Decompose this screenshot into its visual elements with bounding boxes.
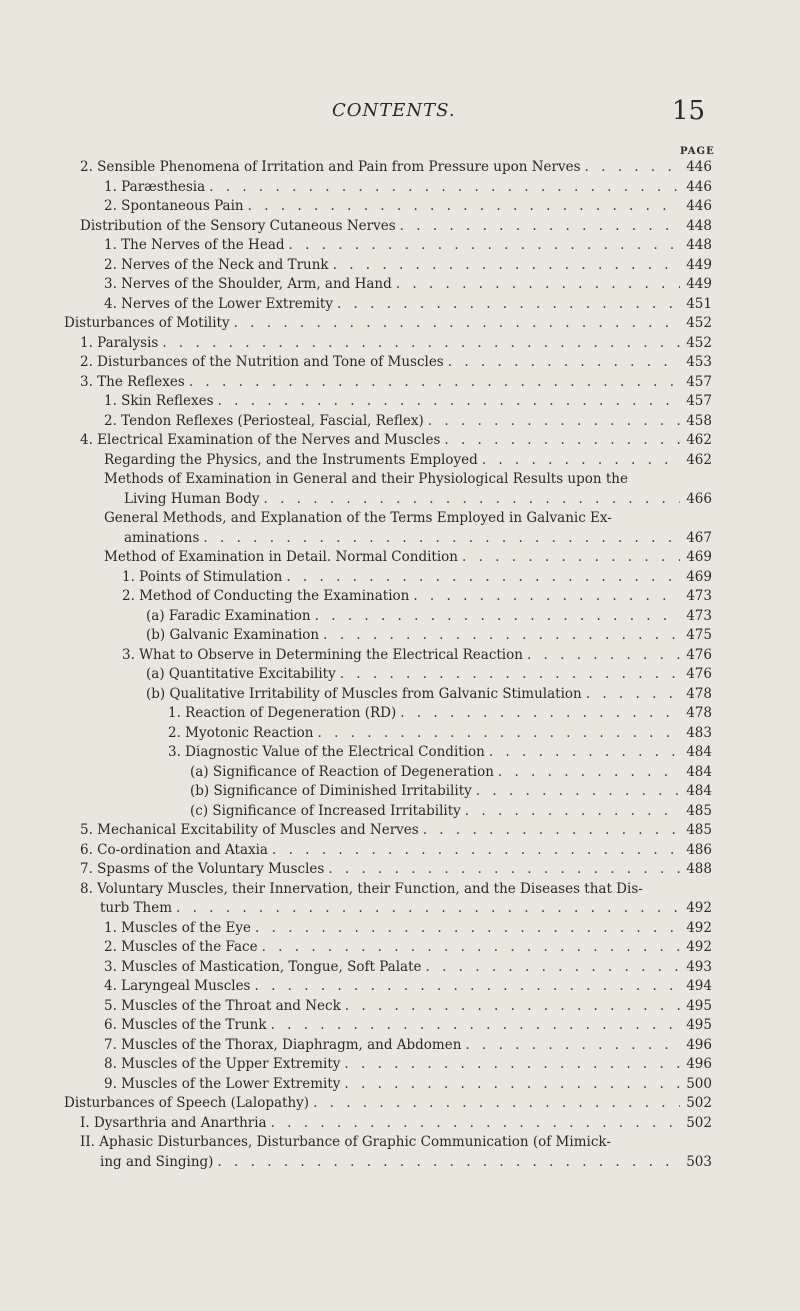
toc-entry-page: 452 [686,315,712,331]
toc-entry-text: (a) Quantitative Excitability [146,666,336,682]
toc-entry-text: 2. Disturbances of the Nutrition and Tone of Muscles [80,354,444,370]
dot-leader [315,607,681,627]
dot-leader [498,763,680,783]
toc-entry-text: 4. Laryngeal Muscles [104,978,251,994]
toc-entry-text: 3. What to Observe in Determining the Electrical Reaction [122,646,523,663]
toc-entry-page: 496 [686,1036,712,1053]
toc-entry-page: 496 [686,1056,712,1072]
toc-entry-page: 488 [686,861,712,877]
dot-leader [345,997,680,1017]
toc-entry [64,392,712,412]
toc-entry-text: Disturbances of Motility [64,315,230,331]
toc-entry-text: (b) Significance of Diminished Irritability [190,783,472,799]
toc-entry [64,236,712,256]
toc-entry-text-continued: aminations [124,529,200,546]
toc-entry-text: (c) Significance of Increased Irritability [190,802,461,819]
toc-entry-text: 6. Muscles of the Trunk [104,1017,267,1033]
toc-entry [64,470,712,509]
toc-entry [64,1094,712,1114]
toc-entry-text: Distribution of the Sensory Cutaneous Nerves [80,217,396,234]
toc-entry-page: 473 [686,588,712,604]
toc-entry [64,548,712,568]
toc-entry [64,334,712,354]
dot-leader [465,802,680,822]
toc-entry-page: 502 [686,1095,712,1111]
toc-entry-page: 485 [686,802,712,819]
toc-entry [64,353,712,373]
dot-leader [444,431,680,451]
toc-entry-text: 1. Paralysis [80,334,159,351]
toc-entry-page: 492 [686,939,712,955]
toc-entry-text: I. Dysarthria and Anarthria [80,1114,267,1131]
dot-leader [234,314,681,334]
toc-entry-text: 1. Paræsthesia [104,178,206,195]
toc-entry-page: 503 [686,1153,712,1170]
dot-leader [476,782,680,802]
toc-entry [64,802,712,822]
toc-entry-text: Regarding the Physics, and the Instruments Employed [104,451,478,468]
toc-entry-page: 476 [686,666,712,682]
toc-entry-page: 473 [686,607,712,624]
toc-entry [64,646,712,666]
toc-entry [64,958,712,978]
dot-leader [313,1094,680,1114]
toc-entry [64,587,712,607]
toc-entry-text: 1. Points of Stimulation [122,568,283,585]
toc-entry-page: 502 [686,1114,712,1131]
dot-leader [255,919,680,939]
toc-entry [64,626,712,646]
dot-leader [396,275,680,295]
toc-entry-page: 485 [686,822,712,838]
toc-entry [64,919,712,939]
toc-entry-text: 3. Diagnostic Value of the Electrical Condition [168,744,485,760]
dot-leader [328,860,680,880]
toc-entry [64,880,712,919]
toc-entry [64,1114,712,1134]
toc-entry [64,763,712,783]
dot-leader [428,412,680,432]
toc-entry [64,373,712,393]
toc-entry [64,607,712,627]
toc-entry [64,724,712,744]
dot-leader [323,626,680,646]
toc-entry-page: 449 [686,276,712,292]
dot-leader [289,236,681,256]
toc-entry-text: Methods of Examination in General and their Physiological Results upon the [104,471,628,487]
dot-leader [423,821,681,841]
dot-leader [209,178,680,198]
dot-leader [426,958,681,978]
table-of-contents [64,158,712,1172]
toc-entry-text: (a) Faradic Examination [146,607,311,624]
dot-leader [333,256,681,276]
dot-leader [255,977,681,997]
dot-leader [585,158,681,178]
toc-entry-text: 2. Tendon Reflexes (Periosteal, Fascial, Reflex) [104,412,424,429]
dot-leader [448,353,680,373]
toc-entry-text: Method of Examination in Detail. Normal Condition [104,549,458,565]
page-column-label: PAGE [680,146,715,157]
dot-leader [344,1075,680,1095]
dot-leader [189,373,680,393]
dot-leader [176,899,680,919]
toc-entry [64,451,712,471]
toc-entry-page: 457 [686,373,712,390]
dot-leader [462,548,680,568]
toc-entry-text-continued: turb Them [100,900,172,916]
toc-entry [64,665,712,685]
toc-entry [64,997,712,1017]
toc-entry-text: 5. Mechanical Excitability of Muscles and Nerves [80,822,419,838]
toc-entry-page: 475 [686,627,712,643]
toc-entry [64,685,712,705]
toc-entry-page: 458 [686,412,712,429]
toc-entry-text: 4. Nerves of the Lower Extremity [104,295,333,312]
toc-entry-text-continued: ing and Singing) [100,1153,214,1170]
dot-leader [400,217,681,237]
toc-entry-text: 1. Muscles of the Eye [104,919,251,936]
dot-leader [272,841,680,861]
toc-entry [64,568,712,588]
dot-leader [318,724,681,744]
toc-entry-text: (b) Galvanic Examination [146,627,320,643]
toc-entry-text: 2. Method of Conducting the Examination [122,588,410,604]
toc-entry-text: 8. Muscles of the Upper Extremity [104,1056,341,1072]
toc-entry-page: 451 [686,295,712,312]
toc-entry [64,821,712,841]
dot-leader [203,529,680,549]
toc-entry-text: 2. Sensible Phenomena of Irritation and Pain from Pressure upon Nerves [80,159,581,175]
toc-entry [64,938,712,958]
toc-entry-page: 478 [686,685,712,702]
toc-entry-text: 1. The Nerves of the Head [104,237,285,253]
toc-entry [64,704,712,724]
toc-entry-text: 5. Muscles of the Throat and Neck [104,997,341,1014]
dot-leader [248,197,681,217]
toc-entry-text: II. Aphasic Disturbances, Disturbance of Graphic Communication (of Mimick- [80,1134,611,1150]
toc-entry-page: 484 [686,744,712,760]
toc-entry [64,509,712,548]
toc-entry-page: 448 [686,237,712,253]
dot-leader [263,490,680,510]
toc-entry [64,275,712,295]
dot-leader [337,295,680,315]
toc-entry-text: 2. Myotonic Reaction [168,724,314,741]
toc-entry-text: 1. Reaction of Degeneration (RD) [168,705,397,721]
toc-entry [64,178,712,198]
toc-entry-text: Disturbances of Speech (Lalopathy) [64,1095,310,1111]
toc-entry-page: 462 [686,451,712,468]
toc-entry-page: 452 [686,334,712,351]
dot-leader [586,685,680,705]
toc-entry-text: 9. Muscles of the Lower Extremity [104,1075,341,1092]
toc-entry [64,743,712,763]
toc-entry-page: 486 [686,841,712,858]
toc-entry [64,1036,712,1056]
toc-entry-page: 453 [686,354,712,370]
toc-entry-page: 494 [686,978,712,994]
page-number: 15 [672,96,706,126]
toc-entry-page: 467 [686,529,712,546]
toc-entry-text: General Methods, and Explanation of the Terms Employed in Galvanic Ex- [104,510,612,526]
toc-entry-page: 446 [686,159,712,175]
dot-leader [465,1036,680,1056]
toc-entry-text: 2. Muscles of the Face [104,939,258,955]
toc-entry-page: 476 [686,646,712,663]
toc-entry [64,431,712,451]
toc-entry-text: (a) Significance of Reaction of Degeneration [190,763,494,780]
toc-entry-text: 2. Spontaneous Pain [104,198,244,214]
toc-entry-page: 446 [686,198,712,214]
toc-entry [64,217,712,237]
dot-leader [400,704,680,724]
toc-entry-text: 8. Voluntary Muscles, their Innervation, their Function, and the Diseases that Dis- [80,880,643,897]
toc-entry-text: (b) Qualitative Irritability of Muscles from Galvanic Stimulation [146,685,582,702]
toc-entry [64,158,712,178]
dot-leader [217,1153,680,1173]
toc-entry [64,782,712,802]
toc-entry-text: 4. Electrical Examination of the Nerves and Muscles [80,432,441,448]
dot-leader [344,1055,680,1075]
toc-entry-page: 495 [686,997,712,1014]
toc-entry-page: 457 [686,393,712,409]
toc-entry [64,314,712,334]
toc-entry-page: 492 [686,919,712,936]
toc-entry-page: 469 [686,568,712,585]
toc-entry-page: 492 [686,900,712,916]
toc-entry-text: 3. The Reflexes [80,373,185,390]
toc-entry-page: 469 [686,549,712,565]
toc-entry [64,977,712,997]
toc-entry-page: 462 [686,432,712,448]
toc-entry-text-continued: Living Human Body [124,490,260,507]
toc-entry-page: 484 [686,763,712,780]
toc-entry [64,860,712,880]
dot-leader [489,743,680,763]
toc-entry [64,295,712,315]
toc-entry-text: 3. Nerves of the Shoulder, Arm, and Hand [104,276,392,292]
toc-entry-page: 483 [686,724,712,741]
dot-leader [262,938,681,958]
toc-entry [64,841,712,861]
toc-entry-page: 500 [686,1075,712,1092]
toc-entry [64,1133,712,1172]
toc-entry-page: 446 [686,178,712,195]
dot-leader [527,646,680,666]
toc-entry-text: 6. Co-ordination and Ataxia [80,841,268,858]
toc-entry-page: 478 [686,705,712,721]
dot-leader [286,568,680,588]
toc-entry-page: 448 [686,217,712,234]
toc-entry [64,1075,712,1095]
toc-entry-text: 1. Skin Reflexes [104,393,214,409]
dot-leader [413,587,680,607]
toc-entry-page: 493 [686,958,712,975]
toc-entry-page: 484 [686,783,712,799]
dot-leader [340,665,681,685]
toc-entry-page: 495 [686,1017,712,1033]
dot-leader [162,334,680,354]
toc-entry [64,1016,712,1036]
toc-entry-page: 466 [686,490,712,507]
toc-entry-page: 449 [686,256,712,273]
dot-leader [482,451,680,471]
dot-leader [218,392,681,412]
toc-entry [64,412,712,432]
dot-leader [271,1016,681,1036]
toc-entry [64,197,712,217]
running-title: CONTENTS. [332,100,456,121]
toc-entry-text: 3. Muscles of Mastication, Tongue, Soft Palate [104,958,422,975]
toc-entry-text: 7. Muscles of the Thorax, Diaphragm, and Abdomen [104,1036,462,1053]
dot-leader [271,1114,681,1134]
page-header [0,96,800,130]
toc-entry-text: 2. Nerves of the Neck and Trunk [104,256,329,273]
toc-entry-text: 7. Spasms of the Voluntary Muscles [80,861,325,877]
toc-entry [64,1055,712,1075]
toc-entry [64,256,712,276]
